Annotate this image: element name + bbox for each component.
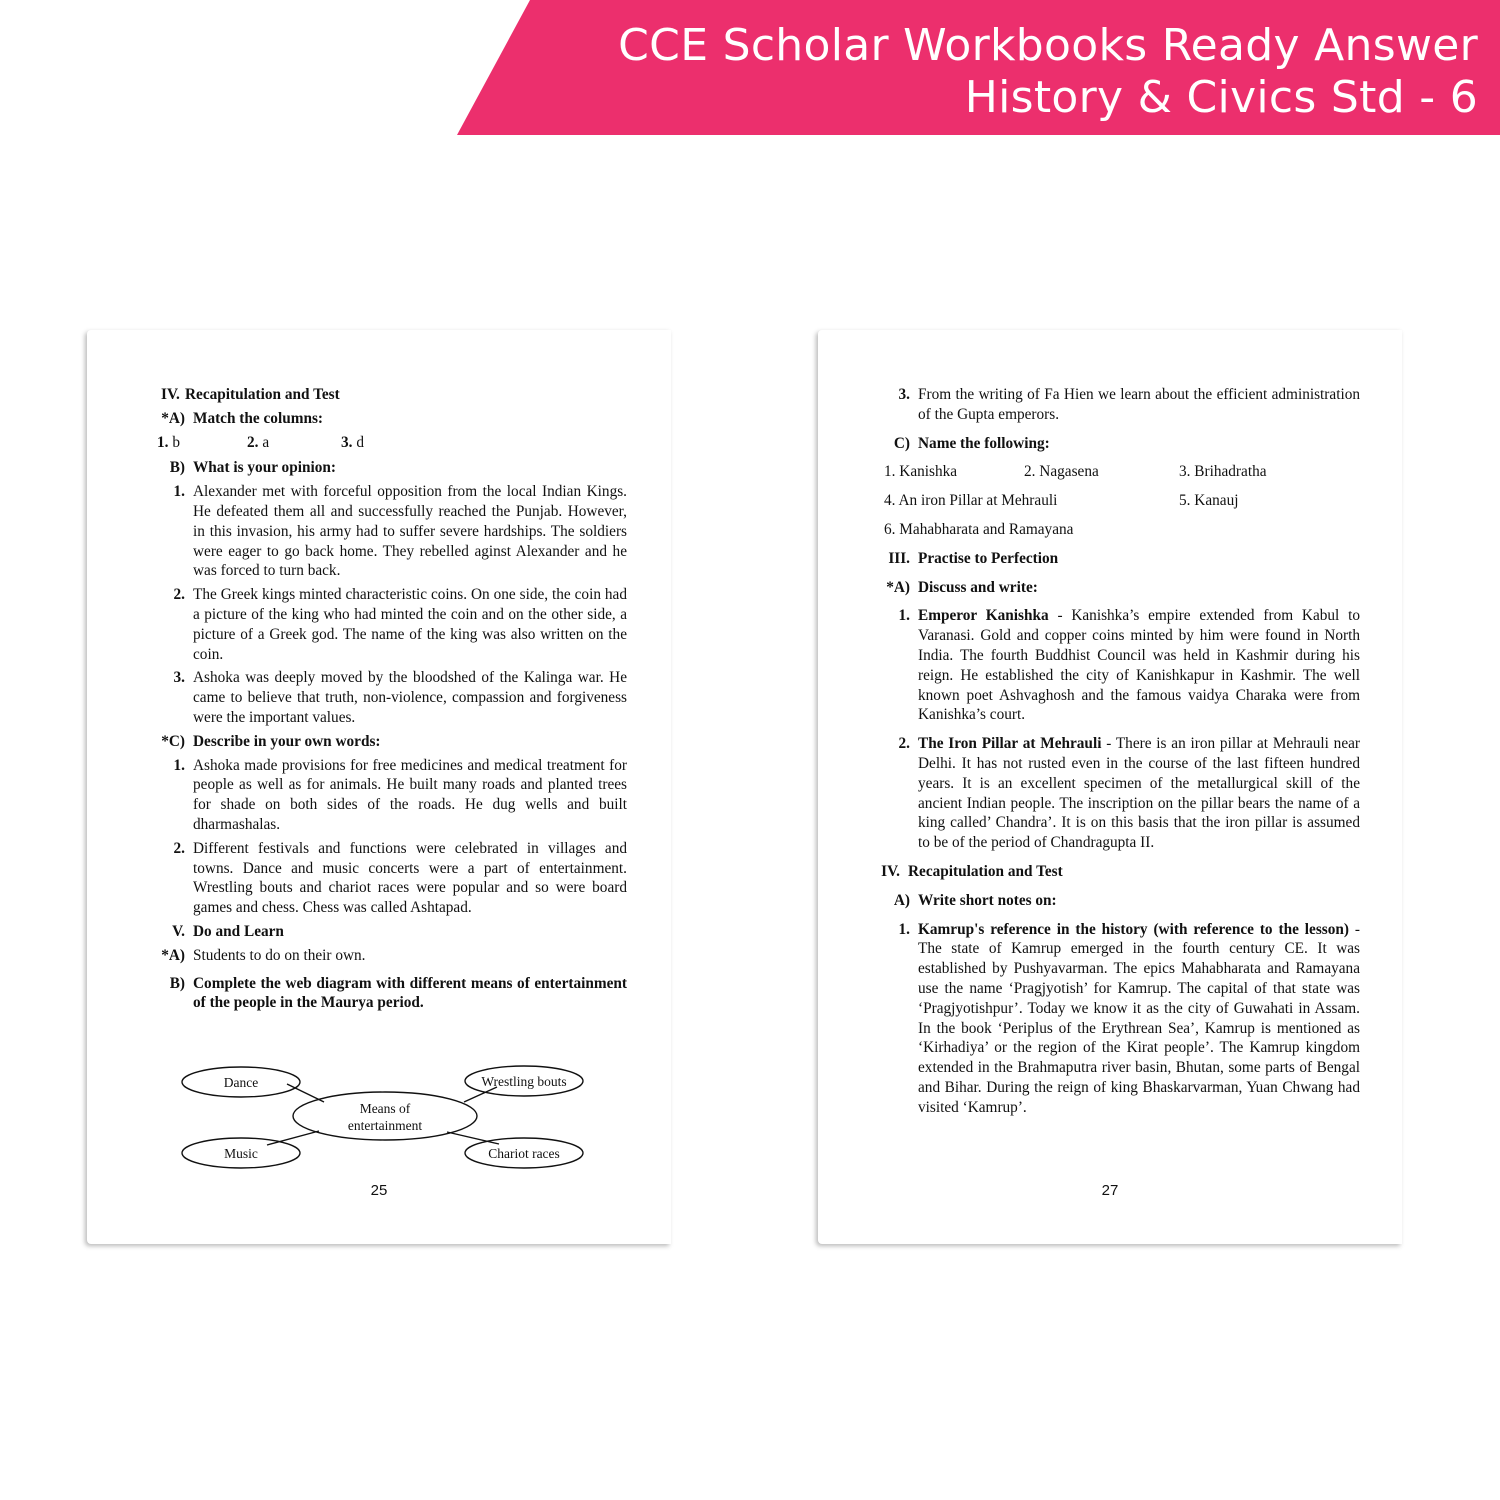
- subsection-label: *A): [161, 946, 185, 964]
- name-answer: 6. Mahabharata and Ramayana: [884, 520, 1074, 538]
- answer-item: [870, 920, 1360, 1118]
- subsection-heading: [145, 974, 627, 1014]
- diagram-center-label: Means of: [359, 1101, 411, 1116]
- subsection-label: *A): [886, 578, 910, 596]
- banner-line-1: CCE Scholar Workbooks Ready Answer: [618, 20, 1478, 71]
- name-answer: 3. Brihadratha: [1179, 463, 1267, 481]
- right-page: [818, 330, 1402, 1244]
- subsection-heading: [145, 458, 627, 478]
- subsection-heading: [145, 409, 627, 429]
- item-text: Different festivals and functions were celebrated in villages and towns. Dance and music concerts were a part of entertainment. Wrestling bouts and chariot races were popular and so were board games and chess. Chess was called Ashtapad.: [193, 839, 627, 917]
- subsection-title: Match the columns:: [193, 409, 324, 427]
- name-answer: 2. Nagasena: [1024, 463, 1099, 481]
- match-answer: 2. a: [247, 433, 270, 451]
- subsection-title: Describe in your own words:: [193, 732, 381, 750]
- section-heading: [870, 549, 1360, 569]
- subsection-heading: [870, 891, 1360, 911]
- diagram-label: Dance: [223, 1075, 259, 1090]
- diagram-center-label: entertainment: [347, 1118, 423, 1133]
- match-answer: 1. b: [157, 433, 180, 451]
- item-text: The Iron Pillar at Mehrauli - There is an iron pillar at Mehrauli near Delhi. It has not rusted even in the course of the last fifteen hundred years. It is an excellent specimen of the metallurgical skill of the ancient Indian people. The inscription on the pillar bears the name of a king called’ Chandra’. It is on this basis that the iron pillar is assumed to be of the period of Chandragupta II.: [918, 735, 1360, 852]
- section-title: Recapitulation and Test: [908, 862, 1063, 880]
- answer-item: [145, 756, 627, 835]
- page-number: 25: [370, 1182, 388, 1199]
- web-diagram: [179, 1065, 589, 1170]
- banner-title: [618, 20, 1478, 124]
- item-text: Alexander met with forceful opposition from the local Indian Kings. He defeated them all and successfully reached the Punjab. However, in this invasion, his army had to suffer severe hardships. The soldiers were eager to go back home. They rebelled aginst Alexander and he was forced to turn back.: [193, 483, 627, 580]
- item-number: 2.: [173, 839, 185, 857]
- banner-line-2: History & Civics Std - 6: [964, 72, 1478, 123]
- diagram-connector: [447, 1132, 499, 1144]
- right-page-content: [870, 385, 1360, 1122]
- subsection-title: What is your opinion:: [193, 459, 336, 477]
- answer-item: [870, 734, 1360, 853]
- left-page: [87, 330, 671, 1244]
- item-number: 1.: [898, 920, 910, 938]
- section-number: V.: [172, 922, 185, 940]
- subsection-heading: [870, 434, 1360, 454]
- subsection-text: Students to do on their own.: [193, 946, 366, 964]
- item-text: Ashoka made provisions for free medicines and medical treatment for people as well as for animals. He built many roads and planted trees for shade on both sides of the roads. He dug wells and built dharmashalas.: [193, 756, 627, 833]
- match-answers: [157, 433, 627, 453]
- item-text: Ashoka was deeply moved by the bloodshed of the Kalinga war. He came to believe that truth, non-violence, compassion and forgiveness were the important values.: [193, 669, 627, 726]
- subsection-label: *C): [161, 732, 185, 750]
- section-heading: [870, 862, 1360, 882]
- subsection-label: *A): [161, 409, 185, 427]
- page-number: 27: [1101, 1182, 1119, 1199]
- name-answers: [884, 462, 1360, 539]
- subsection-title: Discuss and write:: [918, 578, 1038, 596]
- diagram-label: Music: [224, 1146, 258, 1161]
- answer-item: [145, 585, 627, 664]
- diagram-connector: [267, 1131, 319, 1145]
- section-number: IV.: [881, 862, 900, 880]
- item-number: 1.: [173, 756, 185, 774]
- subsection-text: Complete the web diagram with different means of entertainment of the people in the Maurya period.: [193, 974, 627, 1012]
- subsection-heading: [145, 946, 627, 966]
- name-answer: 5. Kanauj: [1179, 492, 1239, 510]
- item-text: Emperor Kanishka - Kanishka’s empire extended from Kabul to Varanasi. Gold and copper coins minted by him were found in North India. The fourth Buddhist Council was held in Kashmir during his reign. He established the city of Kanishkapur in Kashmir. The well known poet Ashvaghosh and the famous vaidya Charaka were from Kanishka’s court.: [918, 607, 1360, 724]
- answer-item: [145, 668, 627, 727]
- section-title: Practise to Perfection: [918, 549, 1059, 567]
- answer-item: [870, 385, 1360, 425]
- answer-item: [870, 606, 1360, 725]
- subsection-title: Write short notes on:: [918, 891, 1057, 909]
- subsection-label: C): [893, 434, 910, 452]
- item-number: 3.: [173, 669, 185, 687]
- item-number: 2.: [898, 735, 910, 753]
- section-number: IV.: [161, 386, 180, 403]
- item-text: From the writing of Fa Hien we learn about the efficient administration of the Gupta emperors.: [918, 386, 1360, 423]
- name-answer: 1. Kanishka: [884, 463, 958, 481]
- section-title: Do and Learn: [193, 922, 284, 940]
- subsection-heading: [145, 732, 627, 752]
- section-heading: [145, 922, 627, 942]
- section-title: Recapitulation and Test: [185, 386, 340, 403]
- item-number: 1.: [898, 607, 910, 625]
- title-banner: [0, 0, 1500, 135]
- diagram-connector: [464, 1087, 497, 1102]
- item-number: 2.: [173, 586, 185, 604]
- subsection-title: Name the following:: [918, 434, 1050, 452]
- item-number: 3.: [898, 386, 910, 403]
- match-answer: 3. d: [341, 433, 364, 451]
- item-number: 1.: [173, 483, 185, 501]
- item-text: Kamrup's reference in the history (with reference to the lesson) - The state of Kamrup emerged in the fourth century CE. It was established by Pushyavarman. The epics Mahabharata and Ramayana use the name ‘Pragjyotish’ for Kamrup. The capital of that state was ‘Pragjyotishpur’. Today we know it as the city of Guwahati in Assam. In the book ‘Periplus of the Erythrean Sea’, Kamrup is mentioned as ‘Kirhadiya’ or the region of the Kirat people’. The Kamrup kingdom extended in the Brahmaputra river basin, Bhutan, some parts of Bengal and Bihar. During the reign of king Bhaskarvarman, Yuan Chwang had visited ‘Kamrup’.: [918, 920, 1360, 1116]
- diagram-label: Chariot races: [488, 1146, 560, 1161]
- subsection-label: B): [169, 459, 185, 477]
- answer-item: [145, 839, 627, 918]
- section-number: III.: [888, 549, 910, 567]
- subsection-label: A): [893, 891, 910, 909]
- left-page-content: [145, 385, 627, 1017]
- section-heading: [145, 385, 627, 405]
- subsection-heading: [870, 578, 1360, 598]
- name-answer: 4. An iron Pillar at Mehrauli: [884, 492, 1058, 510]
- answer-item: [145, 482, 627, 581]
- subsection-label: B): [169, 974, 185, 992]
- item-text: The Greek kings minted characteristic coins. On one side, the coin had a picture of the king who had minted the coin and on the other side, a picture of a Greek god. The name of the king was also written on the coin.: [193, 586, 627, 663]
- diagram-label: Wrestling bouts: [481, 1074, 567, 1089]
